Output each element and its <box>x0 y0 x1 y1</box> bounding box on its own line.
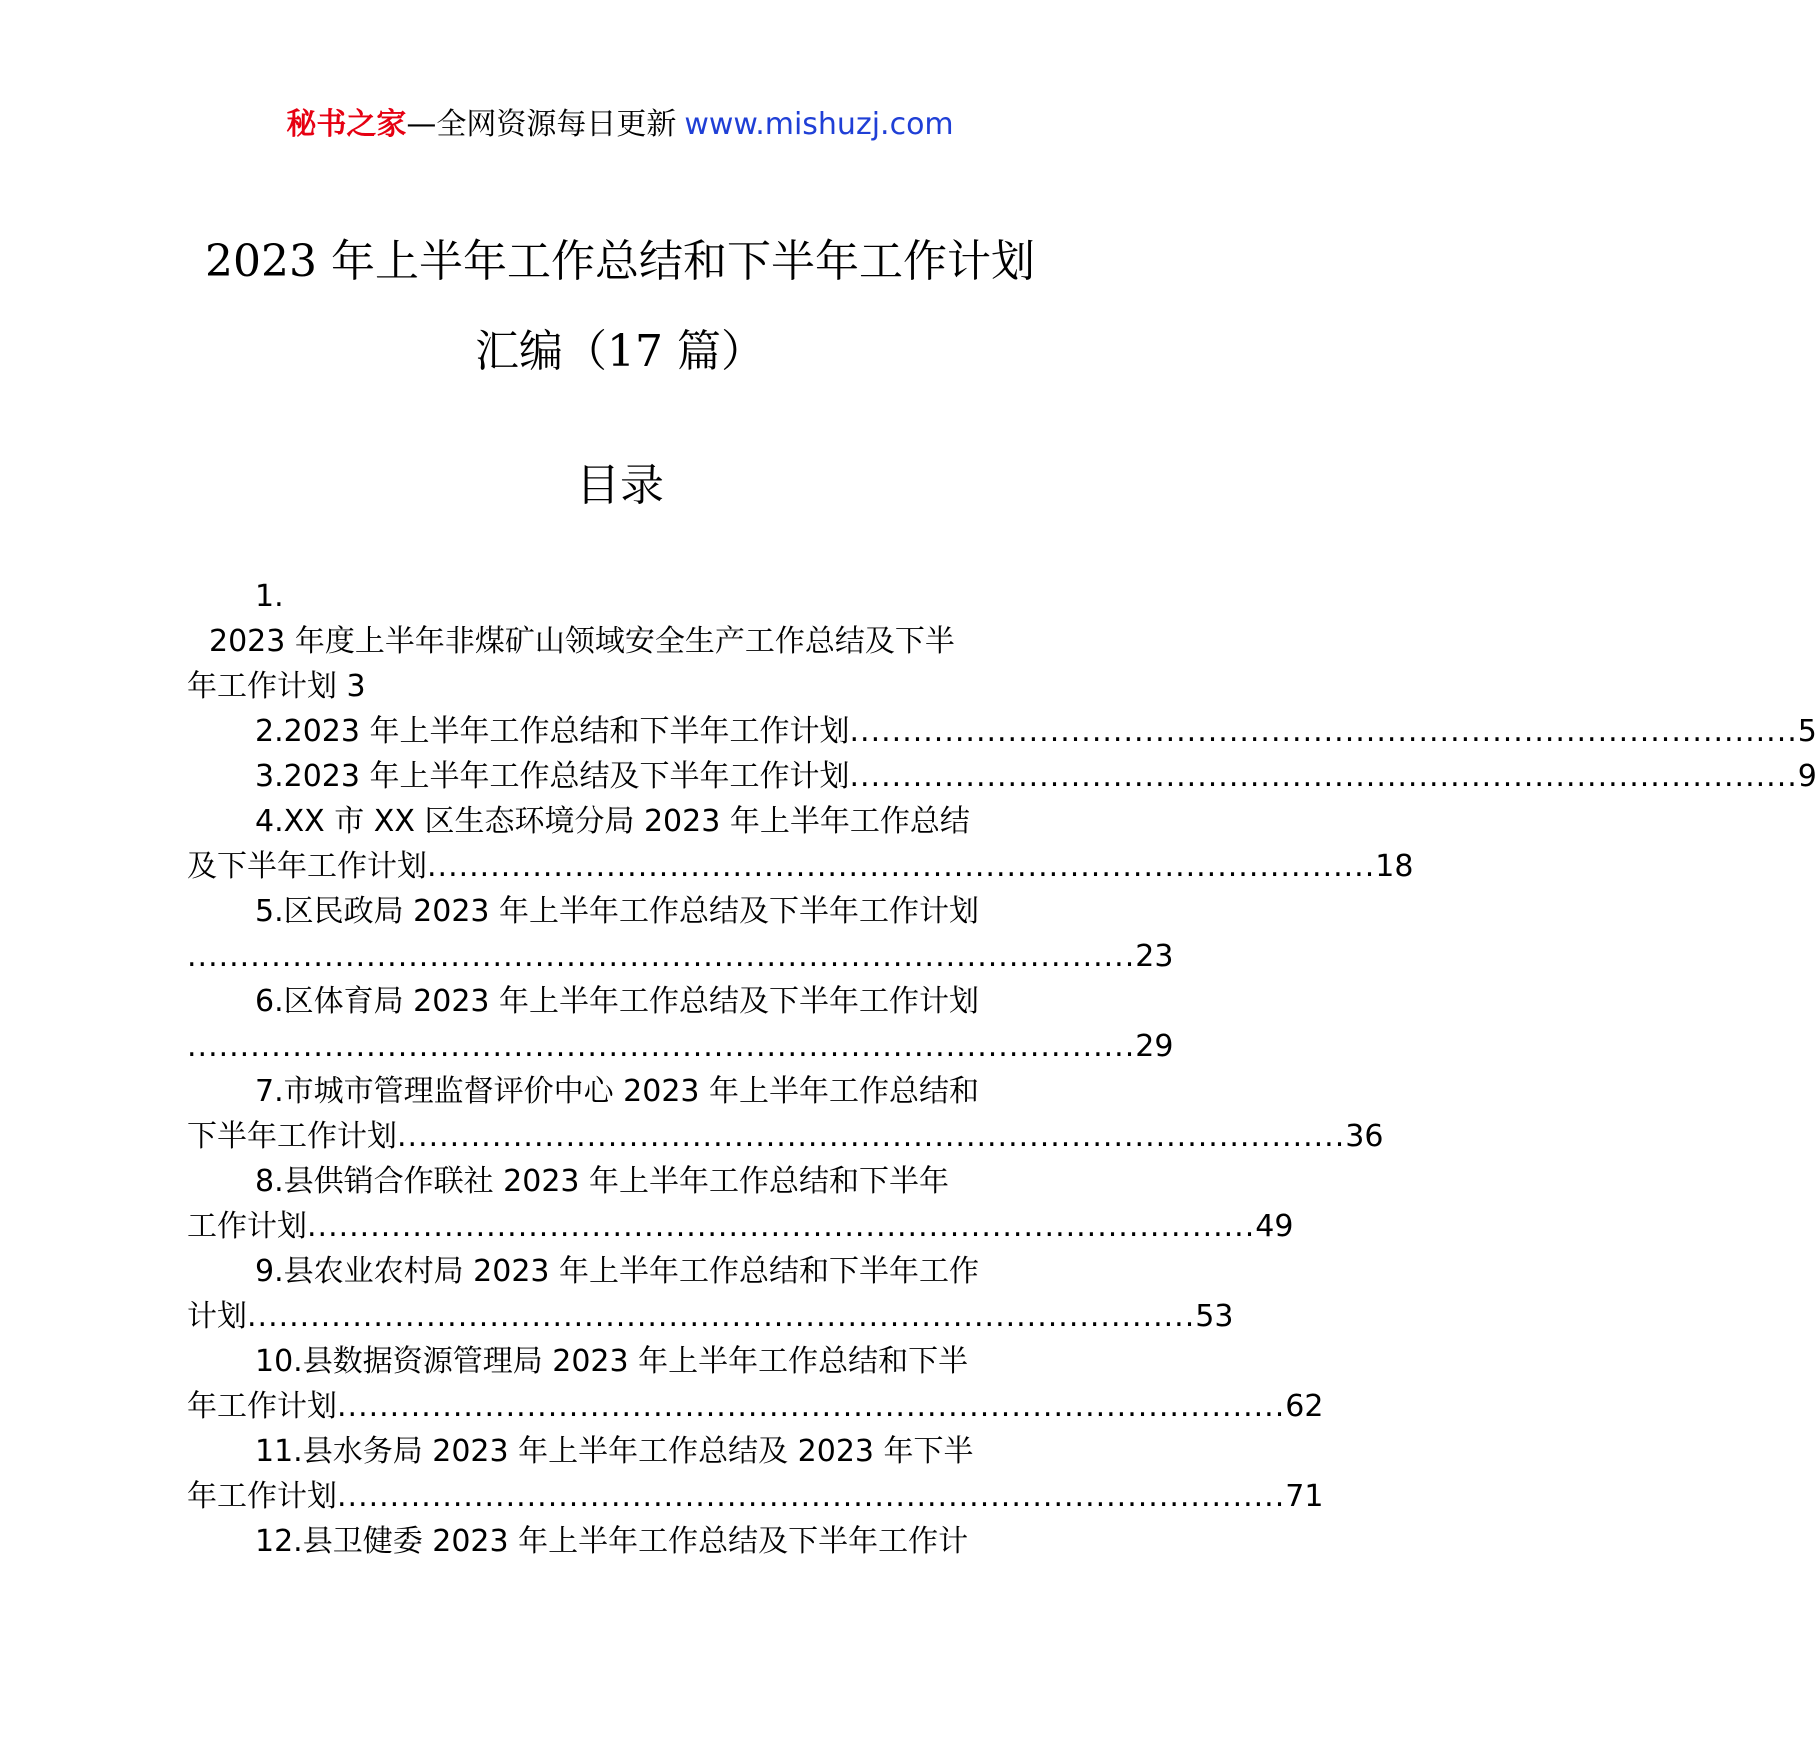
toc-entry-6-line1[interactable]: 6.区体育局 2023 年上半年工作总结及下半年工作计划 <box>255 984 980 1019</box>
toc-entry-4-title-cont: 及下半年工作计划 <box>187 849 427 884</box>
toc-entry-1-line1[interactable]: 2023 年度上半年非煤矿山领域安全生产工作总结及下半 <box>209 624 955 659</box>
toc-entry-4-line1[interactable]: 4.XX 市 XX 区生态环境分局 2023 年上半年工作总结 <box>255 804 970 839</box>
toc-entry-7-line2[interactable] <box>187 1114 1384 1159</box>
toc-leader: .......................................................................................... <box>397 1119 1346 1154</box>
toc-entry-6-page: 29 <box>1135 1029 1174 1064</box>
toc-entry-10-title-cont: 年工作计划 <box>187 1389 337 1424</box>
document-title-line2: 汇编（17 篇） <box>475 326 765 377</box>
toc-entry-8-line1[interactable]: 8.县供销合作联社 2023 年上半年工作总结和下半年 <box>255 1164 950 1199</box>
document-title-line1: 2023 年上半年工作总结和下半年工作计划 <box>205 236 1035 287</box>
toc-heading: 目录 <box>576 460 664 511</box>
toc-entry-1-line2[interactable]: 年工作计划 3 <box>187 669 366 704</box>
toc-entry-3[interactable] <box>187 754 1817 799</box>
toc-leader: .......................................................................................... <box>849 759 1798 794</box>
toc-leader: .......................................................................................... <box>427 849 1376 884</box>
toc-entry-5-line2[interactable] <box>187 934 1174 979</box>
site-header <box>0 100 1240 150</box>
site-slogan: —全网资源每日更新 <box>406 107 677 142</box>
toc-entry-4-line2[interactable] <box>187 844 1414 889</box>
site-url-link[interactable]: www.mishuzj.com <box>684 107 954 142</box>
toc-entry-3-title: 3.2023 年上半年工作总结及下半年工作计划 <box>255 759 850 794</box>
toc-entry-12-line1[interactable]: 12.县卫健委 2023 年上半年工作总结及下半年工作计 <box>255 1524 969 1559</box>
toc-entry-7-page: 36 <box>1345 1119 1384 1154</box>
toc-entry-5-page: 23 <box>1135 939 1174 974</box>
toc-entry-9-page: 53 <box>1195 1299 1234 1334</box>
toc-entry-10-line1[interactable]: 10.县数据资源管理局 2023 年上半年工作总结和下半 <box>255 1344 969 1379</box>
toc-entry-9-line1[interactable]: 9.县农业农村局 2023 年上半年工作总结和下半年工作 <box>255 1254 980 1289</box>
toc-entry-10-line2[interactable] <box>187 1384 1324 1429</box>
toc-entry-11-line1[interactable]: 11.县水务局 2023 年上半年工作总结及 2023 年下半 <box>255 1434 974 1469</box>
toc-entry-10-page: 62 <box>1285 1389 1324 1424</box>
toc-entry-11-page: 71 <box>1285 1479 1324 1514</box>
toc-entry-8-line2[interactable] <box>187 1204 1294 1249</box>
toc-entry-9-line2[interactable] <box>187 1294 1234 1339</box>
toc-entry-4-page: 18 <box>1375 849 1414 884</box>
table-of-contents <box>187 574 1817 1564</box>
toc-entry-11-line2[interactable] <box>187 1474 1324 1519</box>
toc-leader: .......................................................................................... <box>337 1479 1286 1514</box>
toc-entry-6-line2[interactable] <box>187 1024 1174 1069</box>
toc-leader: .......................................................................................... <box>187 939 1136 974</box>
toc-entry-5-line1[interactable]: 5.区民政局 2023 年上半年工作总结及下半年工作计划 <box>255 894 980 929</box>
toc-leader: .......................................................................................... <box>307 1209 1256 1244</box>
toc-entry-8-page: 49 <box>1255 1209 1294 1244</box>
toc-leader: .......................................................................................... <box>337 1389 1286 1424</box>
site-brand: 秘书之家 <box>286 107 407 142</box>
toc-entry-7-line1[interactable]: 7.市城市管理监督评价中心 2023 年上半年工作总结和 <box>255 1074 980 1109</box>
toc-entry-1-number[interactable]: 1. <box>255 579 284 614</box>
toc-leader: .......................................................................................... <box>247 1299 1196 1334</box>
toc-entry-7-title-cont: 下半年工作计划 <box>187 1119 397 1154</box>
toc-entry-8-title-cont: 工作计划 <box>187 1209 307 1244</box>
toc-entry-2-title: 2.2023 年上半年工作总结和下半年工作计划 <box>255 714 850 749</box>
toc-entry-3-page: 9 <box>1797 759 1817 794</box>
toc-leader: .......................................................................................... <box>849 714 1798 749</box>
toc-entry-11-title-cont: 年工作计划 <box>187 1479 337 1514</box>
toc-entry-9-title-cont: 计划 <box>187 1299 247 1334</box>
toc-leader: .......................................................................................... <box>187 1029 1136 1064</box>
toc-entry-2-page: 5 <box>1797 714 1817 749</box>
toc-entry-2[interactable] <box>187 709 1817 754</box>
